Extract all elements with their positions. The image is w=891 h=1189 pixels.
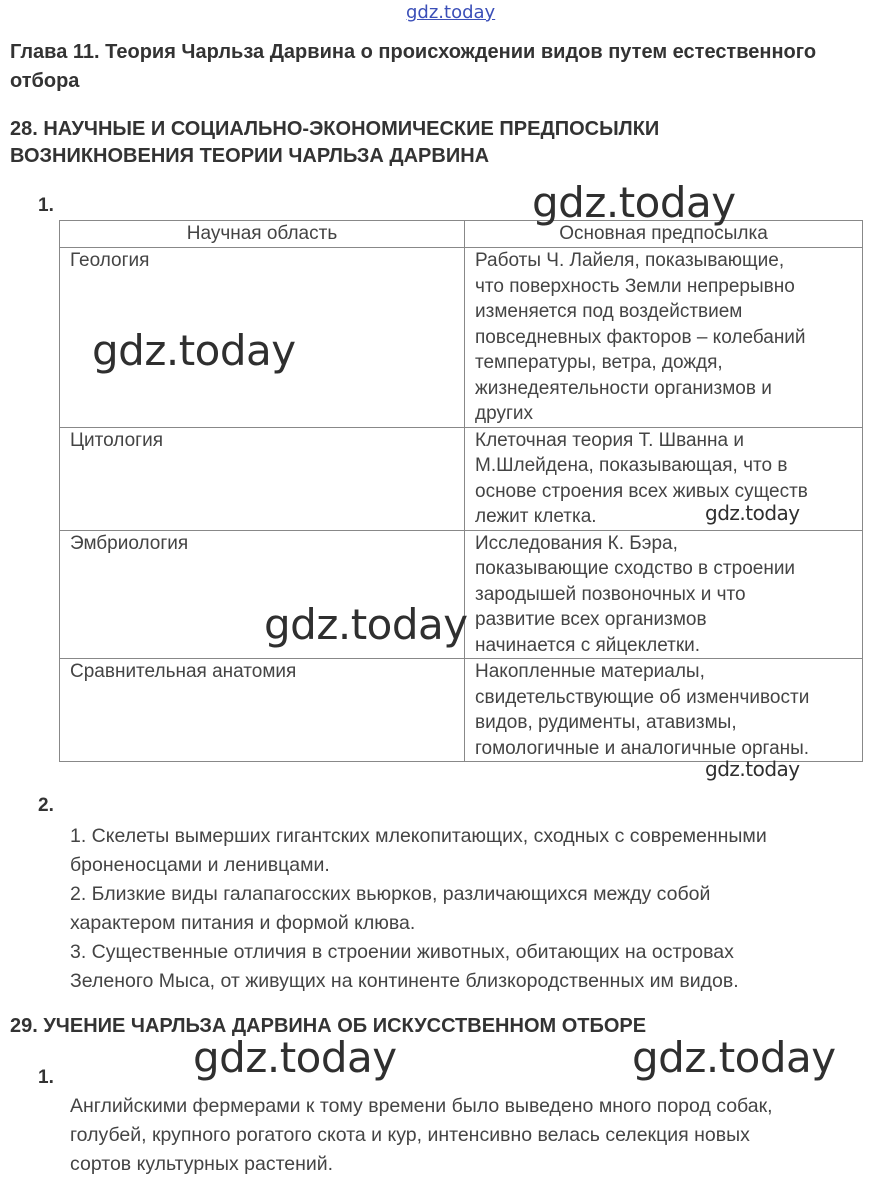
premise-line: температуры, ветра, дождя, [475,352,723,373]
list-line: 1. Скелеты вымерших гигантских млекопитающих, сходных с современными [70,825,767,847]
section-29-answer [70,1092,870,1179]
task-1-number: 1. [38,195,54,216]
watermark-top[interactable]: gdz.today [406,2,496,23]
chapter-title: Глава 11. Теория Чарльза Дарвина о происхождении видов путем естественного отбора [10,41,817,92]
table-cell-field: Цитология [60,427,465,530]
watermark: gdz.today [193,1033,397,1082]
table-cell-premise [465,248,863,428]
premises-table [59,220,863,762]
section-28-title-line-1: 28. НАУЧНЫЕ И СОЦИАЛЬНО-ЭКОНОМИЧЕСКИЕ ПРЕДПОСЫЛКИ [10,118,660,140]
answer-line: сортов культурных растений. [70,1153,334,1175]
watermark: gdz.today [264,600,468,649]
table-row [60,659,863,762]
watermark: gdz.today [632,1033,836,1082]
premise-line: развитие всех организмов [475,609,707,630]
table-header-field: Научная область [60,221,465,248]
premise-line: Клеточная теория Т. Шванна и [475,429,744,451]
section-29-title: 29. УЧЕНИЕ ЧАРЛЬЗА ДАРВИНА ОБ ИСКУССТВЕННОМ ОТБОРЕ [10,1015,647,1037]
premise-line: видов, рудименты, атавизмы, [475,712,737,733]
premise-line: М.Шлейдена, показывающая, что в [475,455,788,476]
table-cell-premise [465,659,863,762]
premise-line: зародышей позвоночных и что [475,583,746,605]
table-cell-field: Сравнительная анатомия [60,659,465,762]
list-line: Зеленого Мыса, от живущих на континенте близкородственных им видов. [70,970,739,992]
premise-line: Исследования К. Бэра, [475,532,678,554]
answer-line: Английскими фермерами к тому времени было выведено много пород собак, [70,1095,773,1117]
table-cell-field: Геология [60,248,465,428]
list-line: 2. Близкие виды галапагосских вьюрков, различающихся между собой [70,883,711,905]
table-cell-field: Эмбриология [60,530,465,659]
section-28-title [10,116,870,170]
answer-line: голубей, крупного рогатого скота и кур, интенсивно велась селекция новых [70,1124,750,1146]
premise-line: других [475,403,533,424]
premise-line: лежит клетка. [475,506,597,527]
premise-line: изменяется под воздействием [475,301,743,322]
watermark: gdz.today [705,501,800,525]
premise-line: начинается с яйцеклетки. [475,634,701,656]
premise-line: что поверхность Земли непрерывно [475,275,795,297]
table-cell-premise [465,530,863,659]
premise-line: гомологичные и аналогичные органы. [475,737,810,759]
task-2-number: 2. [38,795,54,816]
section-28-title-line-2: ВОЗНИКНОВЕНИЯ ТЕОРИИ ЧАРЛЬЗА ДАРВИНА [10,145,490,167]
table-header-row [60,221,863,248]
task-2-list [70,822,870,996]
watermark: gdz.today [705,757,800,781]
premise-line: жизнедеятельности организмов и [475,377,772,399]
list-line: характером питания и формой клюва. [70,912,416,934]
premise-line: Накопленные материалы, [475,661,705,682]
table-cell-premise [465,427,863,530]
watermark: gdz.today [92,326,296,375]
premise-line: свидетельствующие об изменчивости [475,686,810,708]
premise-line: показывающие сходство в строении [475,558,796,579]
section-29-task-1-number: 1. [38,1067,54,1088]
table-header-premise: Основная предпосылка [465,221,863,248]
watermark: gdz.today [532,178,736,227]
premise-line: основе строения всех живых существ [475,480,808,502]
list-line: броненосцами и ленивцами. [70,854,330,876]
list-line: 3. Существенные отличия в строении животных, обитающих на островах [70,941,734,963]
premise-line: Работы Ч. Лайеля, показывающие, [475,250,785,271]
premise-line: повседневных факторов – колебаний [475,326,806,348]
